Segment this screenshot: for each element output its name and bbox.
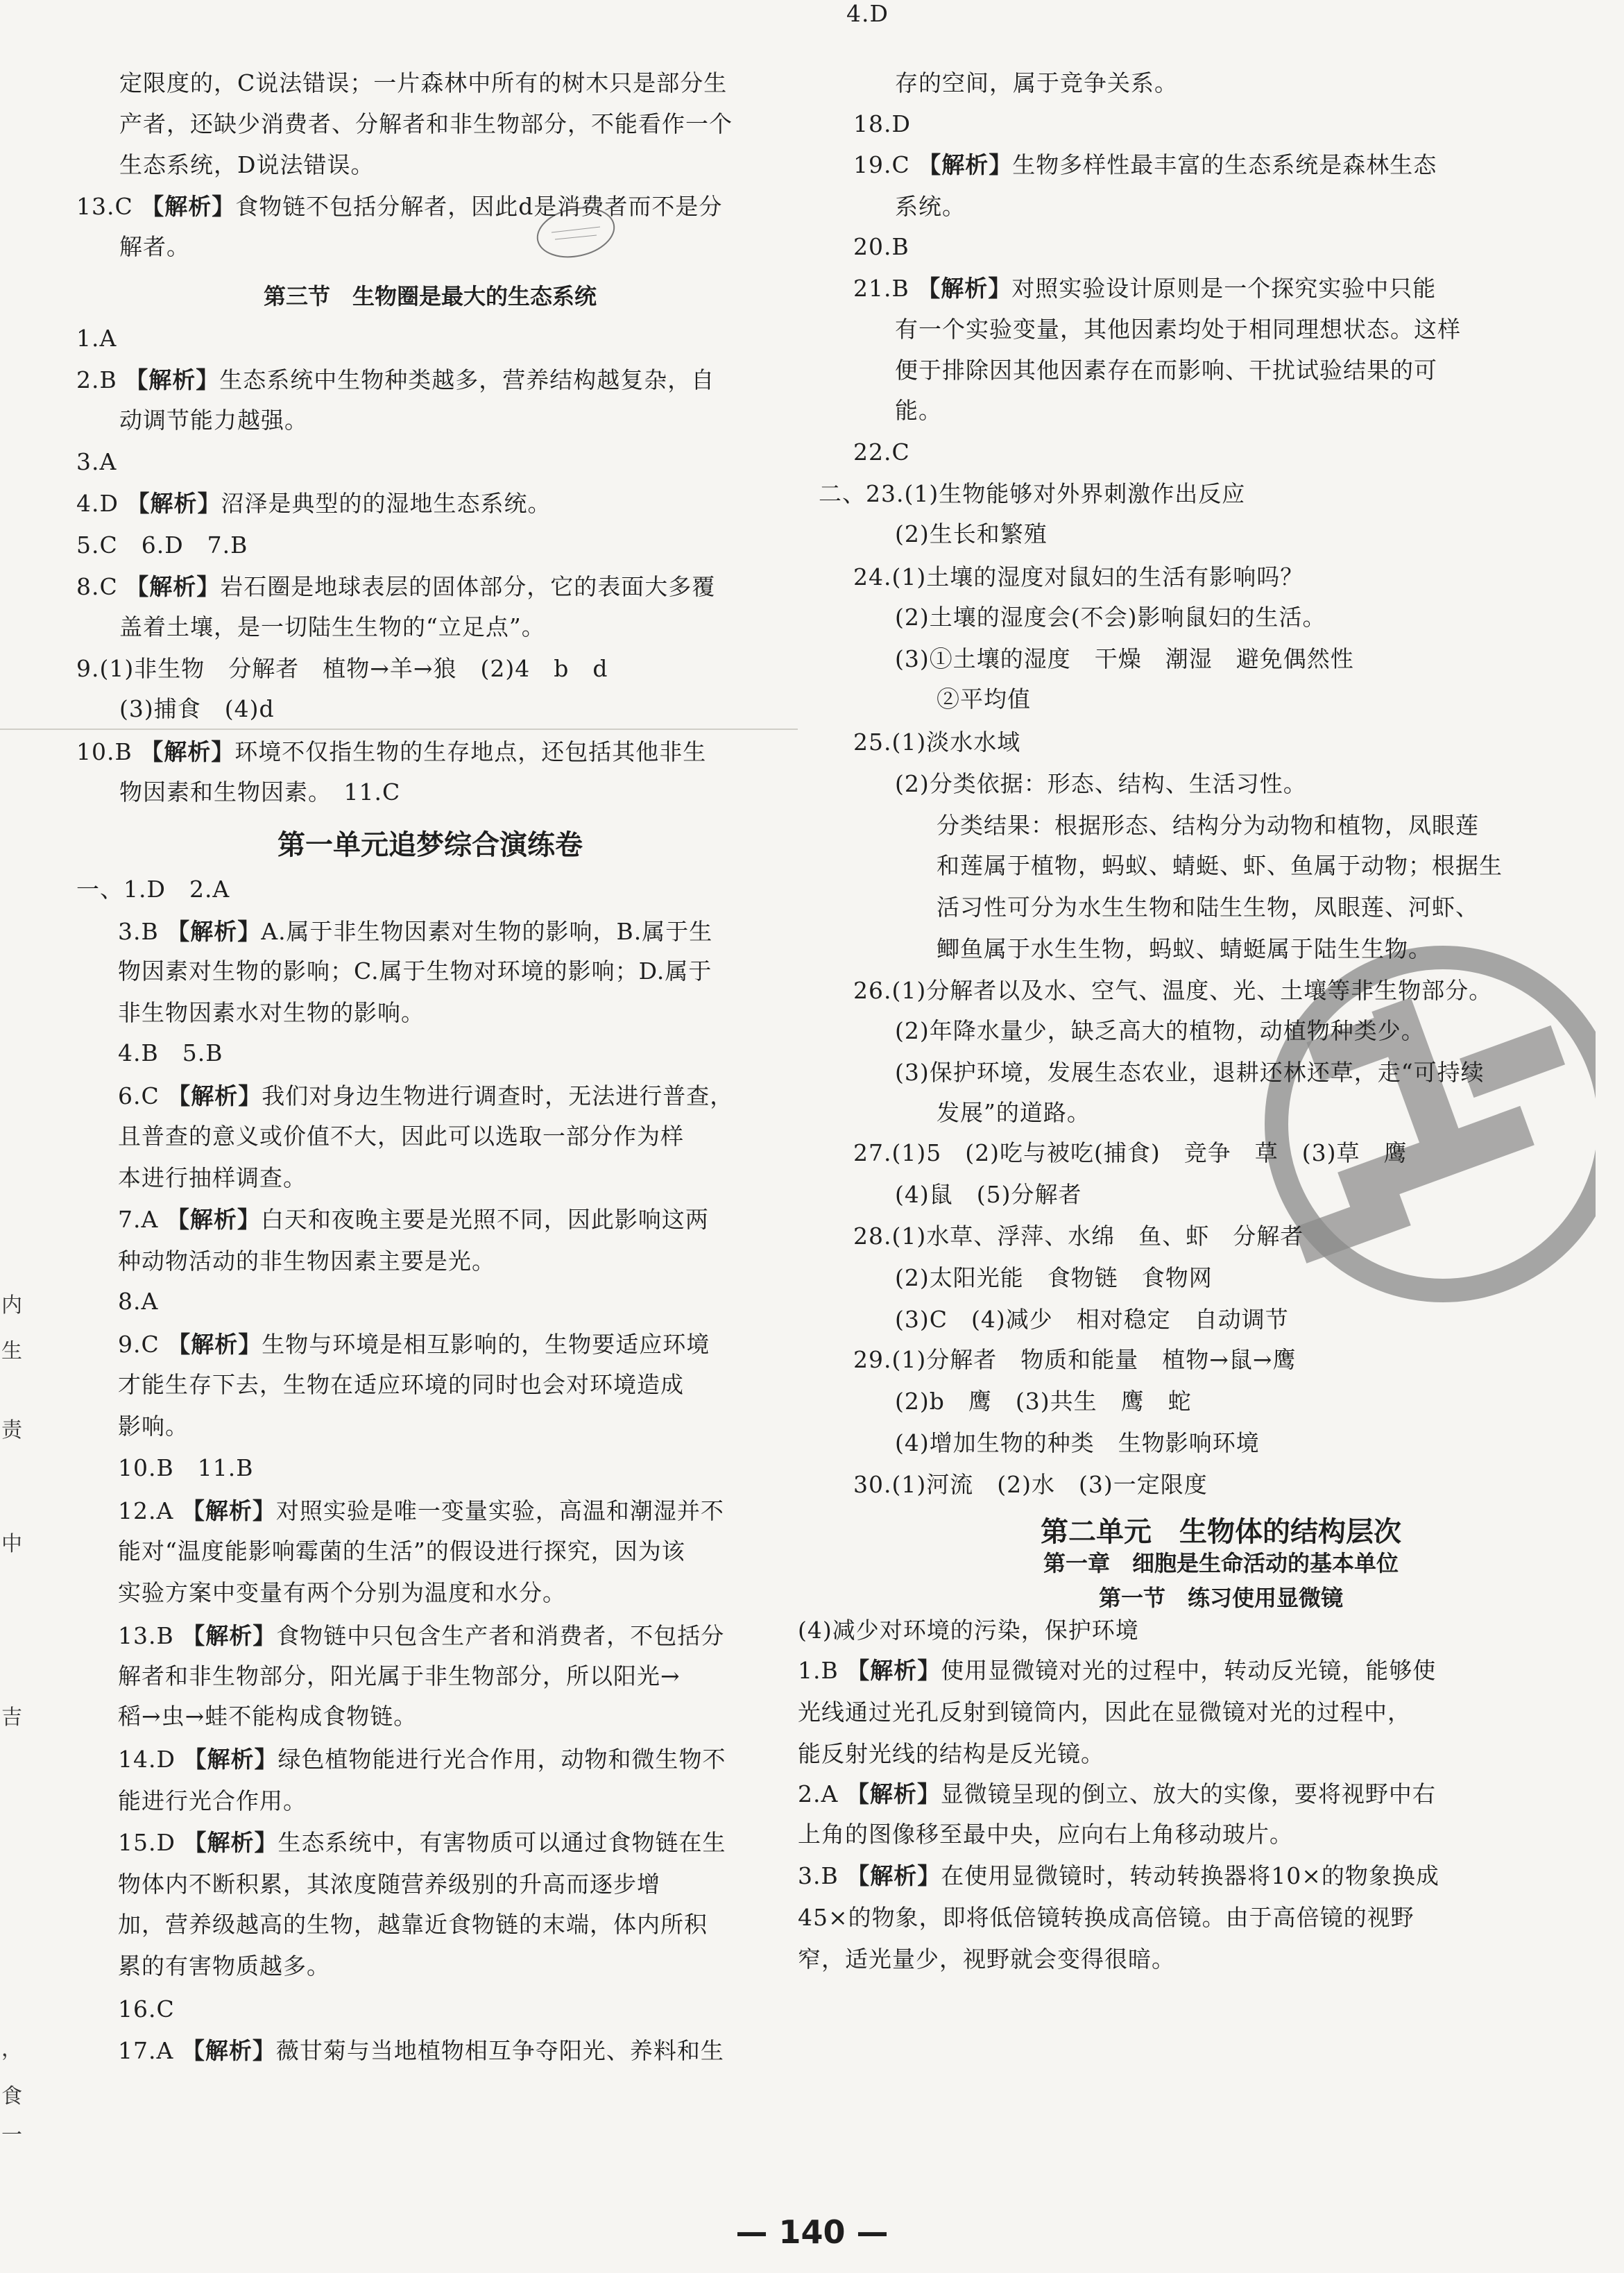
answer-number: 3.A bbox=[76, 448, 117, 475]
text-line bbox=[118, 1413, 189, 1440]
text-line bbox=[895, 316, 1461, 343]
line-text: 白天和夜晚主要是光照不同，因此影响这两 bbox=[260, 1206, 709, 1233]
answer-number: 22.C bbox=[853, 439, 910, 466]
line-text: 产者，还缺少消费者、分解者和非生物部分，不能看作一个 bbox=[119, 110, 733, 137]
analysis-badge: 【解析】 bbox=[181, 1497, 276, 1524]
answer-number: (3)①土壤的湿度 干燥 潮湿 避免偶然性 bbox=[895, 645, 1354, 672]
answer-number: 18.D bbox=[853, 110, 911, 137]
text-line bbox=[798, 1740, 1104, 1768]
line-text: 生态系统中生物种类越多，营养结构越复杂，自 bbox=[219, 366, 715, 393]
line-text: 岩石圈是地球表层的固体部分，它的表面大多覆 bbox=[220, 573, 716, 600]
text-line bbox=[118, 1206, 709, 1234]
text-line bbox=[895, 1429, 1260, 1457]
line-text: 能反射光线的结构是反光镜。 bbox=[798, 1740, 1104, 1767]
analysis-badge: 【解析】 bbox=[846, 1862, 941, 1889]
line-text: 能。 bbox=[895, 397, 942, 424]
text-line bbox=[895, 1059, 1485, 1087]
line-text: 绿色植物能进行光合作用，动物和微生物不 bbox=[277, 1746, 726, 1773]
answer-number: 活习性可分为水生生物和陆生生物，凤眼莲、河虾、 bbox=[937, 894, 1479, 921]
text-line bbox=[118, 1995, 175, 2023]
text-line bbox=[118, 1952, 330, 1980]
line-text: 盖着土壤，是一切陆生生物的“立足点”。 bbox=[119, 613, 545, 640]
answer-number: 8.C bbox=[76, 573, 126, 600]
text-line bbox=[76, 366, 715, 394]
text-line bbox=[937, 894, 1479, 921]
text-line bbox=[798, 1699, 1411, 1726]
text-line bbox=[853, 1346, 1297, 1374]
text-line bbox=[895, 520, 1048, 548]
line-text: 能对“温度能影响霉菌的生活”的假设进行探究，因为该 bbox=[118, 1538, 685, 1565]
text-line bbox=[118, 1123, 684, 1150]
line-text: 窄，适光量少，视野就会变得很暗。 bbox=[798, 1946, 1175, 1973]
text-line bbox=[895, 770, 1307, 798]
section-title: 第三节 生物圈是最大的生态系统 bbox=[263, 283, 597, 309]
answer-number: 27.(1)5 (2)吃与被吃(捕食) 竞争 草 (3)草 鹰 bbox=[853, 1139, 1408, 1166]
text-line bbox=[118, 918, 712, 946]
text-line bbox=[853, 977, 1492, 1005]
text-line bbox=[119, 407, 308, 434]
line-text: 食物链中只包含生产者和消费者，不包括分 bbox=[276, 1622, 725, 1649]
line-text: 显微镜呈现的倒立、放大的实像，要将视野中右 bbox=[940, 1780, 1436, 1807]
text-line bbox=[853, 729, 1020, 756]
answer-number: 分类结果：根据形态、结构分为动物和植物，凤眼莲 bbox=[937, 812, 1479, 839]
answer-number: 30.(1)河流 (2)水 (3)一定限度 bbox=[853, 1471, 1208, 1498]
text-line bbox=[76, 490, 551, 518]
line-text: A.属于非生物因素对生物的影响，B.属于生 bbox=[261, 918, 713, 945]
text-line bbox=[937, 686, 1031, 713]
line-text: 环境不仅指生物的生存地点，还包括其他非生 bbox=[234, 738, 707, 765]
text-line bbox=[118, 1039, 223, 1067]
line-text: 物因素对生物的影响；C.属于生物对环境的影响；D.属于 bbox=[118, 957, 712, 985]
text-line bbox=[895, 1388, 1192, 1415]
text-line bbox=[118, 1288, 158, 1316]
text-line bbox=[119, 695, 275, 723]
answer-number: 9.(1)非生物 分解者 植物→羊→狼 (2)4 b d bbox=[76, 655, 608, 682]
line-text: 加，营养级越高的生物，越靠近食物链的末端，体内所积 bbox=[118, 1911, 708, 1938]
text-line bbox=[118, 1371, 684, 1399]
text-line bbox=[853, 110, 911, 138]
line-text: 我们对身边生物进行调查时，无法进行普查， bbox=[262, 1082, 734, 1109]
cropped-edge-char: ， bbox=[1, 2037, 22, 2061]
answer-number: 24.(1)土壤的湿度对鼠妇的生活有影响吗？ bbox=[853, 563, 1304, 590]
line-text: 且普查的意义或价值不大，因此可以选取一部分作为样 bbox=[118, 1123, 684, 1150]
text-line bbox=[119, 613, 545, 641]
analysis-badge: 【解析】 bbox=[846, 1780, 941, 1807]
text-line bbox=[76, 448, 117, 476]
answer-number: 12.A bbox=[118, 1497, 182, 1524]
answer-number: 16.C bbox=[118, 1995, 175, 2023]
text-line bbox=[119, 233, 190, 261]
cropped-edge-char: 生 bbox=[1, 1339, 22, 1363]
answer-number: 13.B bbox=[118, 1622, 182, 1649]
answer-number: 9.C bbox=[118, 1331, 168, 1358]
text-line bbox=[119, 69, 727, 97]
text-line bbox=[76, 876, 230, 903]
text-line bbox=[76, 193, 722, 221]
answer-number: 25.(1)淡水水域 bbox=[853, 729, 1021, 756]
text-line bbox=[853, 563, 1304, 591]
answer-number: 2.A bbox=[798, 1780, 846, 1807]
text-line bbox=[895, 1306, 1289, 1334]
text-line bbox=[119, 778, 400, 806]
analysis-badge: 【解析】 bbox=[166, 918, 262, 945]
text-line bbox=[798, 1904, 1414, 1932]
text-line bbox=[937, 852, 1503, 880]
answer-number: 29.(1)分解者 物质和能量 植物→鼠→鹰 bbox=[853, 1346, 1297, 1373]
text-line bbox=[853, 275, 1436, 303]
text-line bbox=[118, 1538, 685, 1565]
line-text: 实验方案中变量有两个分别为温度和水分。 bbox=[118, 1579, 566, 1606]
line-text: 物体内不断积累，其浓度随营养级别的升高而逐步增 bbox=[118, 1871, 660, 1898]
answer-number: (2)b 鹰 (3)共生 鹰 蛇 bbox=[895, 1388, 1192, 1415]
text-line bbox=[118, 1331, 710, 1359]
text-line bbox=[118, 1911, 708, 1939]
text-line bbox=[853, 1471, 1208, 1499]
cropped-edge-char: 责 bbox=[1, 1418, 22, 1442]
text-line bbox=[118, 1662, 681, 1690]
answer-number: 1.A bbox=[76, 325, 117, 352]
analysis-badge: 【解析】 bbox=[183, 1746, 278, 1773]
answer-number: 21.B bbox=[853, 275, 918, 302]
cropped-edge-char: 中 bbox=[1, 1532, 22, 1556]
line-text: 生态系统，D说法错误。 bbox=[119, 151, 375, 178]
answer-number: 19.C bbox=[853, 151, 918, 178]
text-line bbox=[118, 1871, 660, 1898]
line-text: 累的有害物质越多。 bbox=[118, 1952, 330, 1980]
text-line bbox=[118, 1164, 307, 1192]
answer-number: 一、1.D 2.A bbox=[76, 876, 230, 903]
cropped-edge-char: 一 bbox=[1, 2123, 22, 2147]
line-text: 生态系统中，有害物质可以通过食物链在生 bbox=[277, 1829, 726, 1856]
text-line bbox=[853, 1223, 1304, 1250]
answer-number: 28.(1)水草、浮萍、水绵 鱼、虾 分解者 bbox=[853, 1223, 1304, 1250]
line-text: 本进行抽样调查。 bbox=[118, 1164, 307, 1191]
line-text: 解者。 bbox=[119, 233, 190, 260]
line-text: 物因素和生物因素。 11.C bbox=[119, 778, 401, 806]
line-text: 对照实验设计原则是一个探究实验中只能 bbox=[1011, 275, 1437, 302]
text-line bbox=[853, 233, 909, 261]
line-text: 食物链不包括分解者，因此d是消费者而不是分 bbox=[235, 193, 723, 220]
text-line bbox=[118, 1787, 307, 1815]
answer-number: (2)土壤的湿度会(不会)影响鼠妇的生活。 bbox=[895, 604, 1326, 631]
analysis-badge: 【解析】 bbox=[846, 1657, 941, 1684]
answer-number: 8.A bbox=[118, 1288, 159, 1315]
text-line bbox=[76, 325, 117, 352]
text-line bbox=[895, 645, 1354, 673]
line-text: 生物与环境是相互影响的，生物要适应环境 bbox=[262, 1331, 710, 1358]
line-text: 定限度的，C说法错误；一片森林中所有的树木只是部分生 bbox=[119, 69, 728, 96]
text-line bbox=[118, 1703, 417, 1730]
text-line bbox=[937, 1099, 1091, 1127]
text-line bbox=[118, 957, 712, 985]
text-line bbox=[798, 1946, 1175, 1973]
line-text: 对照实验是唯一变量实验，高温和潮湿并不 bbox=[275, 1497, 724, 1524]
answer-number: (4)鼠 (5)分解者 bbox=[895, 1181, 1082, 1208]
section-title: 第一节 练习使用显微镜 bbox=[1098, 1585, 1343, 1611]
unit-title: 第二单元 生物体的结构层次 bbox=[1041, 1516, 1401, 1548]
line-text: 上角的图像移至最中央，应向右上角移动玻片。 bbox=[798, 1821, 1293, 1848]
answer-number: 2.B bbox=[76, 366, 126, 393]
answer-number: 1.B bbox=[798, 1657, 847, 1684]
answer-number: 6.C bbox=[118, 1082, 168, 1109]
page-number: — 140 — bbox=[735, 2213, 889, 2251]
answer-number: 4.D bbox=[76, 490, 127, 517]
answer-number: 5.C 6.D 7.B bbox=[76, 531, 248, 559]
line-text: 动调节能力越强。 bbox=[119, 407, 308, 434]
line-text: 薇甘菊与当地植物相互争夺阳光、养料和生 bbox=[275, 2037, 724, 2064]
line-text: 有一个实验变量，其他因素均处于相同理想状态。这样 bbox=[895, 316, 1461, 343]
text-line bbox=[853, 439, 910, 466]
fold-line bbox=[0, 729, 798, 730]
text-line bbox=[118, 1746, 726, 1773]
line-text: 能进行光合作用。 bbox=[118, 1787, 307, 1814]
cropped-edge-char: 食 bbox=[1, 2084, 22, 2109]
analysis-badge: 【解析】 bbox=[183, 1829, 278, 1856]
analysis-badge: 【解析】 bbox=[140, 738, 235, 765]
line-text: 影响。 bbox=[118, 1413, 189, 1440]
answer-number: 7.A bbox=[118, 1206, 166, 1233]
answer-number: 和莲属于植物，蚂蚁、蜻蜓、虾、鱼属于动物；根据生 bbox=[937, 852, 1503, 879]
text-line bbox=[76, 738, 706, 766]
text-line bbox=[118, 1497, 724, 1525]
text-line bbox=[798, 1821, 1293, 1848]
line-text: 系统。 bbox=[895, 193, 966, 220]
analysis-badge: 【解析】 bbox=[917, 275, 1012, 302]
analysis-badge: 【解析】 bbox=[182, 1622, 277, 1649]
answer-number: 4.B 5.B bbox=[118, 1039, 223, 1066]
answer-number: 17.A bbox=[118, 2037, 182, 2064]
answer-number: 14.D bbox=[118, 1746, 184, 1773]
text-line bbox=[118, 1829, 726, 1857]
line-text: 稻→虫→蛙不能构成食物链。 bbox=[118, 1703, 418, 1730]
analysis-badge: 【解析】 bbox=[918, 151, 1013, 178]
answer-number: (4)增加生物的种类 生物影响环境 bbox=[895, 1429, 1260, 1456]
analysis-badge: 【解析】 bbox=[141, 193, 236, 220]
line-text: 在使用显微镜时，转动转换器将10×的物象换成 bbox=[941, 1862, 1439, 1889]
text-line bbox=[118, 1579, 566, 1607]
answer-number: 20.B bbox=[853, 233, 909, 260]
text-line bbox=[895, 397, 942, 425]
text-line bbox=[895, 69, 1178, 97]
text-line bbox=[119, 110, 733, 138]
analysis-badge: 【解析】 bbox=[125, 366, 220, 393]
line-text: 45×的物象，即将低倍镜转换成高倍镜。由于高倍镜的视野 bbox=[798, 1904, 1414, 1931]
cropped-edge-char: 吉 bbox=[1, 1705, 22, 1730]
cropped-edge-char: 内 bbox=[1, 1293, 22, 1318]
text-line bbox=[853, 151, 1437, 179]
answer-number: 10.B 11.B bbox=[118, 1454, 254, 1481]
analysis-badge: 【解析】 bbox=[126, 573, 221, 600]
line-text: 沼泽是典型的的湿地生态系统。 bbox=[221, 490, 552, 517]
text-line bbox=[853, 1139, 1407, 1167]
text-line bbox=[895, 604, 1326, 631]
analysis-badge: 【解析】 bbox=[126, 490, 221, 517]
answer-number: ②平均值 bbox=[937, 686, 1031, 713]
text-line bbox=[895, 193, 966, 221]
line-text: 使用显微镜对光的过程中，转动反光镜，能够使 bbox=[941, 1657, 1437, 1684]
answer-number: (2)分类依据：形态、结构、生活习性。 bbox=[895, 770, 1307, 797]
text-line bbox=[118, 1082, 733, 1110]
text-line bbox=[798, 1657, 1436, 1685]
text-line bbox=[118, 1248, 495, 1275]
answer-number: 二、23.(1)生物能够对外界刺激作出反应 bbox=[819, 480, 1246, 507]
answer-number: (2)生长和繁殖 bbox=[895, 520, 1048, 547]
line-text: 解者和非生物部分，阳光属于非生物部分，所以阳光→ bbox=[118, 1662, 681, 1689]
answer-number: (3)保护环境，发展生态农业，退耕还林还草，走“可持续 bbox=[895, 1059, 1485, 1086]
unit-test-title: 第一单元追梦综合演练卷 bbox=[277, 829, 583, 861]
line-text: 生物多样性最丰富的生态系统是森林生态 bbox=[1012, 151, 1437, 178]
line-text: 非生物因素水对生物的影响。 bbox=[118, 999, 425, 1026]
line-text: 便于排除因其他因素存在而影响、干扰试验结果的可 bbox=[895, 357, 1437, 384]
text-line bbox=[798, 1617, 1139, 1644]
answer-number: 鲫鱼属于水生生物，蚂蚁、蜻蜓属于陆生生物。 bbox=[937, 935, 1432, 962]
text-line bbox=[76, 531, 248, 559]
text-line bbox=[895, 357, 1437, 384]
text-line bbox=[895, 1181, 1082, 1209]
answer-number: (3)C (4)减少 相对稳定 自动调节 bbox=[895, 1306, 1289, 1333]
text-line bbox=[118, 1622, 724, 1650]
text-line bbox=[846, 0, 889, 28]
text-line bbox=[798, 1780, 1436, 1808]
text-line bbox=[118, 999, 425, 1027]
answer-number: (3)捕食 (4)d bbox=[119, 695, 275, 722]
answer-number: (4)减少对环境的污染，保护环境 bbox=[798, 1617, 1139, 1644]
line-text: 种动物活动的非生物因素主要是光。 bbox=[118, 1248, 495, 1275]
answer-number: (2)太阳光能 食物链 食物网 bbox=[895, 1264, 1213, 1291]
text-line bbox=[819, 480, 1245, 508]
line-text: 存的空间，属于竞争关系。 bbox=[895, 69, 1178, 96]
answer-number: (2)年降水量少，缺乏高大的植物，动植物种类少。 bbox=[895, 1017, 1425, 1044]
text-line bbox=[895, 1264, 1213, 1292]
text-line bbox=[118, 1454, 253, 1482]
text-line bbox=[798, 1862, 1439, 1890]
answer-number: 15.D bbox=[118, 1829, 184, 1856]
text-line bbox=[119, 151, 374, 179]
text-line bbox=[937, 935, 1432, 963]
analysis-badge: 【解析】 bbox=[166, 1206, 261, 1233]
chapter-title: 第一章 细胞是生命活动的基本单位 bbox=[1043, 1550, 1399, 1576]
answer-number: 13.C bbox=[76, 193, 142, 220]
text-line bbox=[895, 1017, 1425, 1045]
text-line bbox=[118, 2037, 724, 2065]
answer-number: 发展”的道路。 bbox=[937, 1099, 1091, 1126]
text-line bbox=[937, 812, 1479, 840]
answer-number: 3.B bbox=[798, 1862, 847, 1889]
analysis-badge: 【解析】 bbox=[181, 2037, 276, 2064]
analysis-badge: 【解析】 bbox=[167, 1082, 262, 1109]
line-text: 才能生存下去，生物在适应环境的同时也会对环境造成 bbox=[118, 1371, 684, 1398]
answer-number: 10.B bbox=[76, 738, 141, 765]
answer-number: 3.B bbox=[118, 918, 167, 945]
line-text: 光线通过光孔反射到镜筒内，因此在显微镜对光的过程中， bbox=[798, 1699, 1411, 1726]
answer-number: 4.D bbox=[846, 0, 889, 27]
answer-number: 26.(1)分解者以及水、空气、温度、光、土壤等非生物部分。 bbox=[853, 977, 1493, 1004]
text-line bbox=[76, 573, 715, 601]
text-line bbox=[76, 655, 608, 683]
analysis-badge: 【解析】 bbox=[167, 1331, 262, 1358]
